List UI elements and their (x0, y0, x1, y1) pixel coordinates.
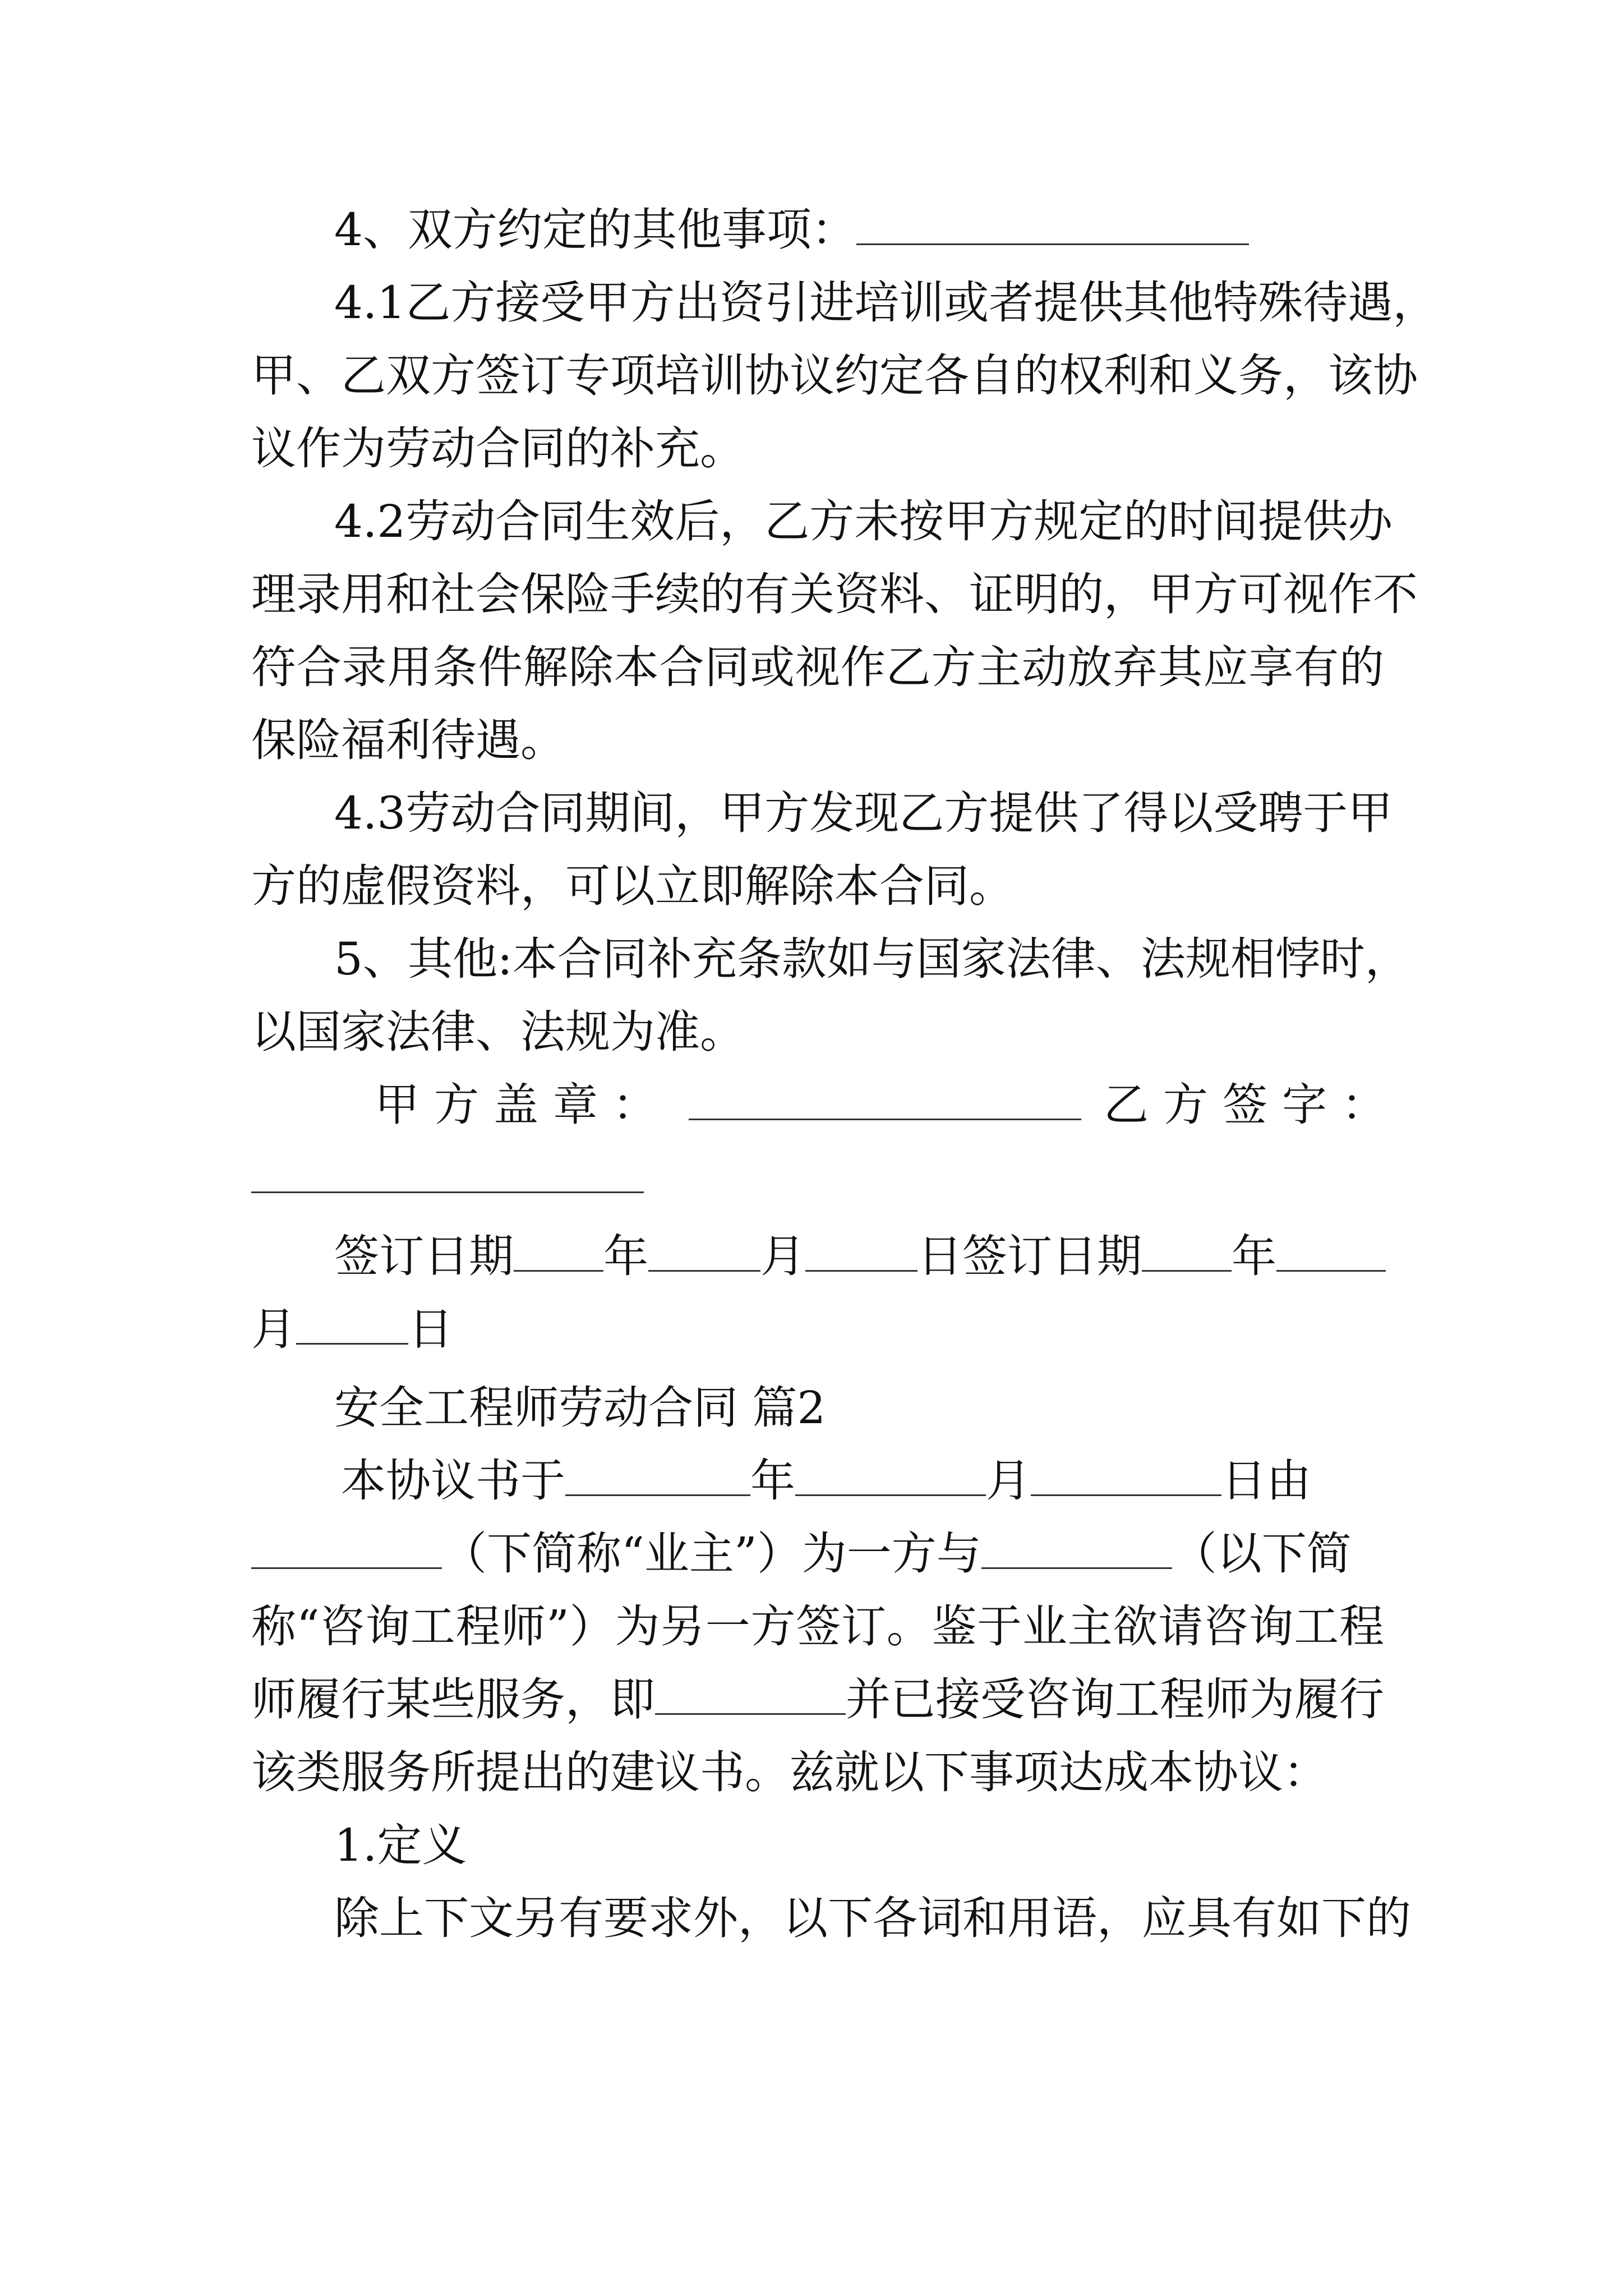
agree-year-blank (565, 1455, 750, 1496)
sign-label: 乙方签字： (1104, 1079, 1401, 1131)
definition-heading: 1.定义 (334, 1819, 467, 1871)
agreement-line4 (251, 1672, 1384, 1728)
item5-line2: 以国家法律、法规为准。 (251, 1006, 745, 1058)
consultant-blank (981, 1528, 1172, 1569)
item4-2-line3: 符合录用条件解除本合同或视作乙方主动放弃其应享有的 (251, 641, 1384, 693)
agreement-line2 (251, 1526, 1352, 1582)
consultant-short: （以下简 (1172, 1527, 1352, 1580)
agree-month-label: 月 (986, 1455, 1031, 1507)
day-blank-2 (296, 1304, 408, 1345)
month-blank-1 (648, 1231, 760, 1272)
agree-day-blank (1031, 1455, 1221, 1496)
item4-label: 4、双方约定的其他事项： (334, 204, 856, 256)
agreement-line5: 该类服务所提出的建议书。兹就以下事项达成本协议： (251, 1746, 1328, 1798)
agree-year-label: 年 (750, 1455, 795, 1507)
year-blank-2 (1142, 1231, 1232, 1272)
definition-text: 除上下文另有要求外，以下各词和用语，应具有如下的 (334, 1892, 1411, 1944)
date-label-1: 签订日期 (334, 1230, 514, 1282)
month-label-1: 月 (760, 1230, 805, 1282)
service-label: 师履行某些服务，即 (251, 1673, 655, 1726)
date-line-2 (251, 1301, 453, 1358)
day-blank-1 (805, 1231, 917, 1272)
agreement-intro: 本协议书于 (341, 1455, 565, 1507)
year-label-1: 年 (603, 1230, 648, 1282)
year-label-2: 年 (1232, 1230, 1276, 1282)
agreement-line1 (341, 1453, 1311, 1509)
item4-3-line2: 方的虚假资料，可以立即解除本合同。 (251, 860, 1014, 912)
service-blank (655, 1674, 846, 1715)
signature-line (375, 1077, 1401, 1133)
month-blank-2a (1276, 1231, 1386, 1272)
service-accept: 并已接受咨询工程师为履行 (846, 1673, 1384, 1726)
owner-short: （下简称“业主”）为一方与 (442, 1527, 981, 1580)
agree-day-by: 日由 (1221, 1455, 1311, 1507)
item4-2-line2: 理录用和社会保险手续的有关资料、证明的，甲方可视作不 (251, 568, 1418, 620)
item4-1-line3: 议作为劳动合同的补充。 (251, 422, 745, 475)
item5-line1: 5、其他:本合同补充条款如与国家法律、法规相悖时， (334, 933, 1410, 985)
agreement-line3: 称“咨询工程师”）为另一方签订。鉴于业主欲请咨询工程 (251, 1600, 1384, 1653)
date-line (334, 1228, 1386, 1285)
year-blank-1 (514, 1231, 603, 1272)
agree-month-blank (795, 1455, 986, 1496)
item4-2-line4: 保险福利待遇。 (251, 714, 565, 766)
item4-1-line2: 甲、乙双方签订专项培训协议约定各自的权利和义务，该协 (251, 349, 1418, 402)
sign-blank (251, 1152, 644, 1193)
item4-line (334, 202, 1249, 258)
day-date-label: 日签订日期 (917, 1230, 1142, 1282)
item4-blank (856, 204, 1249, 245)
section2-title: 安全工程师劳动合同 篇2 (334, 1382, 826, 1434)
sign-blank-line (251, 1150, 644, 1206)
item4-2-line1: 4.2劳动合同生效后，乙方未按甲方规定的时间提供办 (334, 495, 1393, 547)
month-label-2: 月 (251, 1303, 296, 1355)
day-label-2: 日 (408, 1303, 453, 1355)
item4-3-line1: 4.3劳动合同期间，甲方发现乙方提供了得以受聘于甲 (334, 787, 1393, 839)
seal-label: 甲方盖章： (375, 1079, 672, 1131)
seal-blank (689, 1079, 1081, 1120)
item4-1-line1: 4.1乙方接受甲方出资引进培训或者提供其他特殊待遇， (334, 277, 1438, 329)
owner-blank (251, 1528, 442, 1569)
